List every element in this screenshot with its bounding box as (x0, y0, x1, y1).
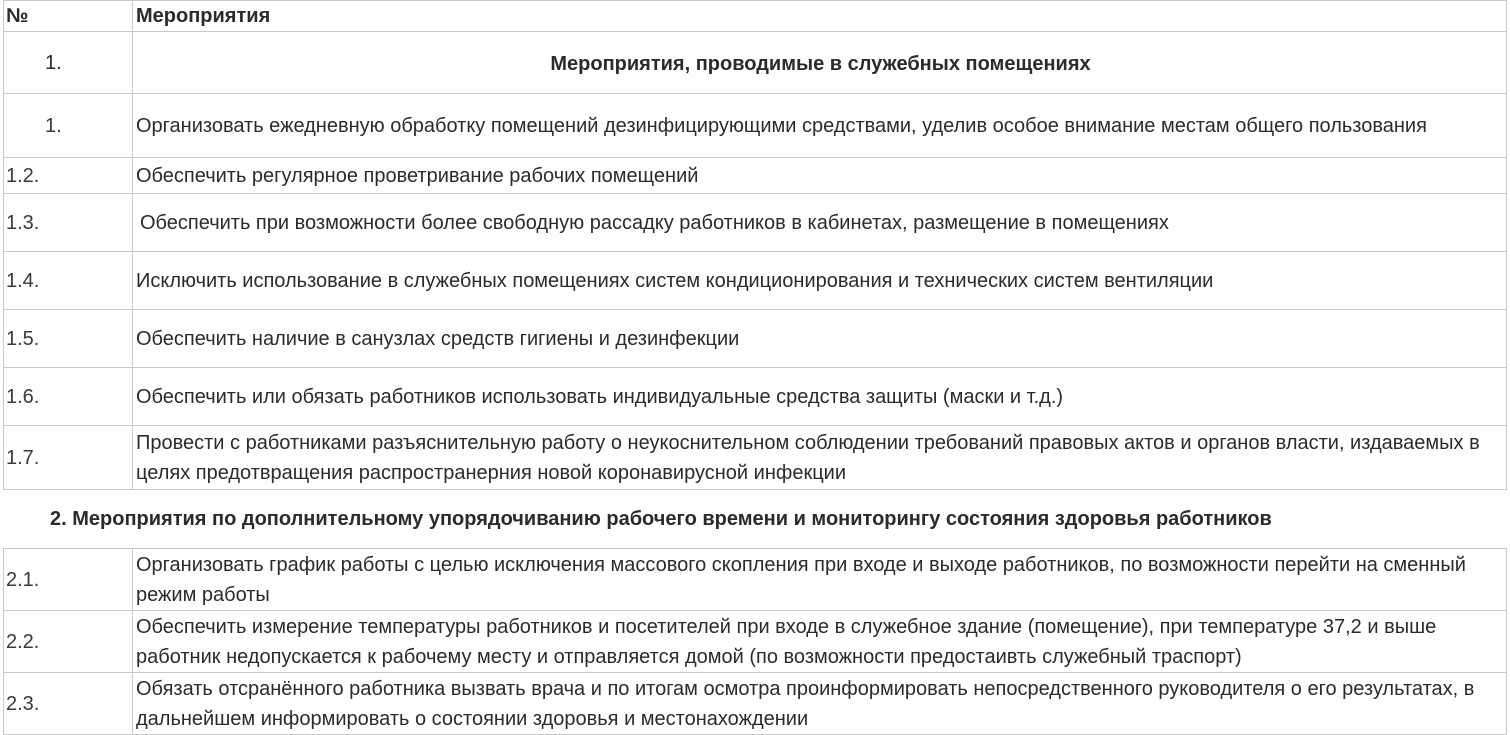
section-2-title: 2. Мероприятия по дополнительному упорядочиванию рабочего времени и мониторингу состояния здоровья работников (4, 490, 1507, 549)
table-row (4, 426, 1507, 490)
table-row (4, 310, 1507, 368)
row-text: Провести с работниками разъяснительную работу о неукоснительном соблюдении требований правовых актов и органов власти, издаваемых в целях предотвращения распространерния новой коронавирусной инфекции (133, 426, 1507, 490)
section-1-heading-row (4, 32, 1507, 94)
table-row (4, 549, 1507, 611)
row-text: Обеспечить измерение температуры работников и посетителей при входе в служебное здание (помещение), при температуре 37,2 и выше работник недопускается к рабочему месту и отправляется домой (по возможности предостаивть служебный траспорт) (133, 611, 1507, 673)
row-number: 1.3. (4, 194, 133, 252)
row-number: 2.3. (4, 673, 133, 735)
table-row (4, 158, 1507, 194)
table-row (4, 368, 1507, 426)
row-number: 1.4. (4, 252, 133, 310)
row-number: 2.2. (4, 611, 133, 673)
row-number: 2.1. (4, 549, 133, 611)
table-row (4, 94, 1507, 158)
header-title: Мероприятия (133, 1, 1507, 32)
row-number: 1.6. (4, 368, 133, 426)
row-number: 1.7. (4, 426, 133, 490)
row-text: Обеспечить при возможности более свободную рассадку работников в кабинетах, размещение в помещениях (133, 194, 1507, 252)
row-number: 1.5. (4, 310, 133, 368)
measures-table (3, 0, 1507, 735)
row-text: Обеспечить наличие в санузлах средств гигиены и дезинфекции (133, 310, 1507, 368)
header-number: № (4, 1, 133, 32)
row-text: Организовать график работы с целью исключения массового скопления при входе и выходе работников, по возможности перейти на сменный режим работы (133, 549, 1507, 611)
section-1-number: 1. (4, 32, 133, 94)
table-row (4, 673, 1507, 735)
row-text: Исключить использование в служебных помещениях систем кондиционирования и технических систем вентиляции (133, 252, 1507, 310)
table-row (4, 194, 1507, 252)
table-row (4, 252, 1507, 310)
table-header-row (4, 1, 1507, 32)
table-row (4, 611, 1507, 673)
row-text: Обеспечить регулярное проветривание рабочих помещений (133, 158, 1507, 194)
row-text: Организовать ежедневную обработку помещений дезинфицирующими средствами, уделив особое внимание местам общего пользования (133, 94, 1507, 158)
row-text: Обеспечить или обязать работников использовать индивидуальные средства защиты (маски и т.д.) (133, 368, 1507, 426)
row-text: Обязать отсранённого работника вызвать врача и по итогам осмотра проинформировать непосредственного руководителя о его результатах, в дальнейшем информировать о состоянии здоровья и местонахождении (133, 673, 1507, 735)
section-1-title: Мероприятия, проводимые в служебных помещениях (133, 32, 1507, 94)
row-number: 1. (4, 94, 133, 158)
section-2-heading-row (4, 490, 1507, 549)
row-number: 1.2. (4, 158, 133, 194)
